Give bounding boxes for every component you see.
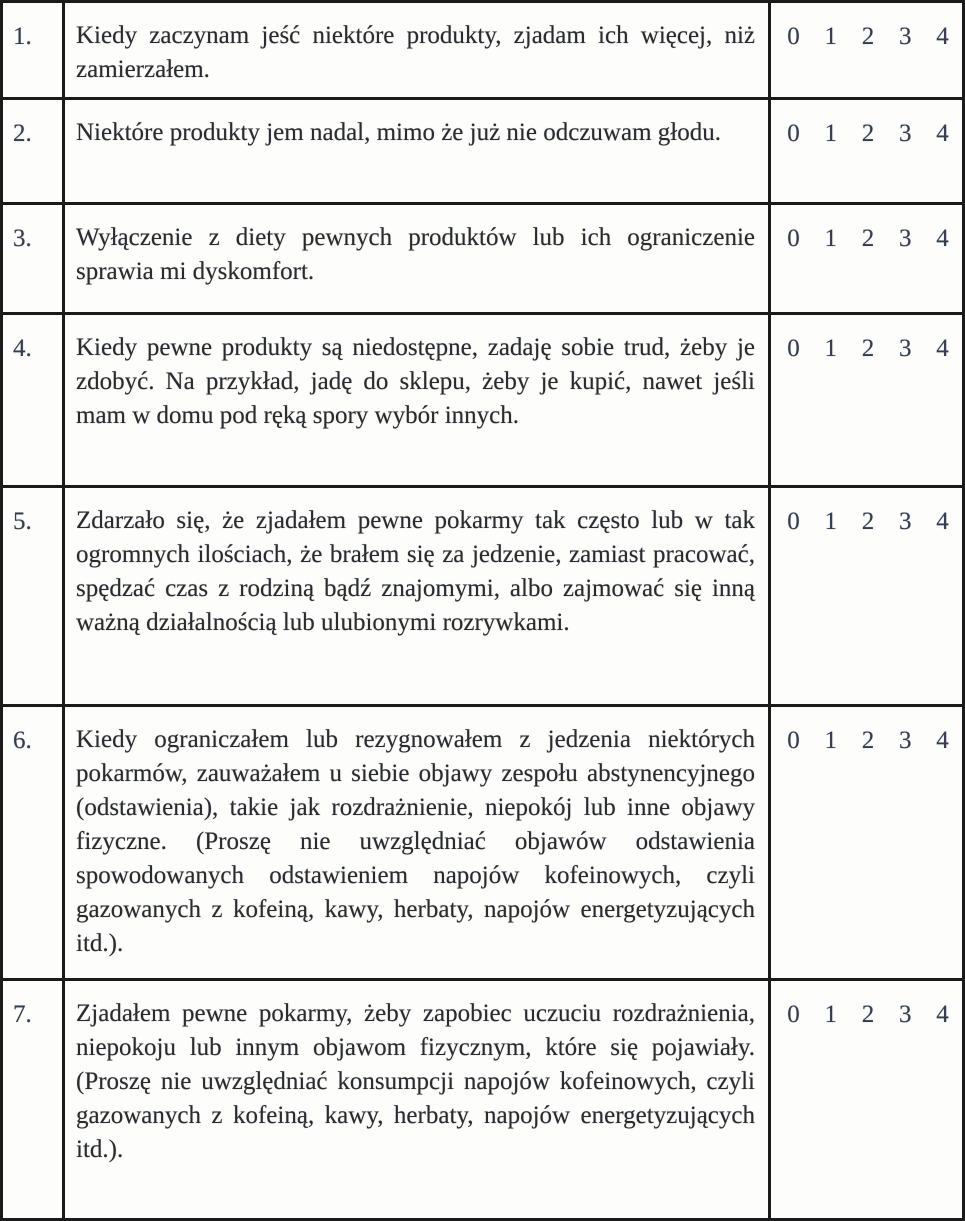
rating-option[interactable]: 3	[899, 23, 912, 50]
rating-option[interactable]: 1	[824, 508, 837, 535]
rating-option[interactable]: 2	[861, 225, 875, 252]
item-number: 1.	[13, 23, 32, 50]
item-number: 7.	[13, 1001, 32, 1028]
item-number: 6.	[13, 727, 32, 754]
rating-option[interactable]: 4	[936, 508, 949, 535]
rating-scale-cell	[770, 99, 964, 204]
item-statement: Niektóre produkty jem nadal, mimo że już nie odczuwam głodu.	[76, 119, 721, 146]
item-number-cell	[2, 314, 64, 487]
item-text-cell	[64, 314, 770, 487]
item-statement: Kiedy ograniczałem lub rezygnowałem z jedzenia niektórych pokarmów, zauważałem u siebie objawy zespołu abstynencyjnego (odstawienia), takie jak rozdrażnienie, niepokój lub inne objawy fizyczne. (Proszę nie uwzględniać objawów odstawienia spowodowanych odstawieniem napojów kofeinowych, czyli gazowanych z kofeiną, kawy, herbaty, napojów energetyzujących itd.).	[76, 726, 755, 957]
rating-option[interactable]: 1	[824, 23, 837, 50]
rating-scale-cell	[770, 706, 964, 980]
rating-scale-cell	[770, 2, 964, 99]
rating-option[interactable]: 3	[899, 335, 912, 362]
rating-scale-cell	[770, 204, 964, 314]
rating-option[interactable]: 3	[899, 508, 912, 535]
rating-option[interactable]: 0	[787, 508, 800, 535]
rating-option[interactable]: 2	[861, 23, 875, 50]
rating-option[interactable]: 0	[787, 335, 800, 362]
table-row	[2, 2, 964, 99]
rating-option[interactable]: 1	[824, 727, 837, 754]
item-number-cell	[2, 487, 64, 706]
table-row	[2, 99, 964, 204]
rating-option[interactable]: 2	[861, 335, 875, 362]
item-text-cell	[64, 706, 770, 980]
rating-option[interactable]: 3	[899, 727, 912, 754]
item-number-cell	[2, 706, 64, 980]
rating-option[interactable]: 1	[824, 225, 837, 252]
rating-option[interactable]: 4	[936, 335, 949, 362]
rating-scale-cell	[770, 980, 964, 1220]
rating-option[interactable]: 3	[899, 225, 912, 252]
rating-scale-cell	[770, 487, 964, 706]
rating-option[interactable]: 2	[861, 508, 875, 535]
rating-option[interactable]: 0	[787, 1001, 800, 1028]
rating-option[interactable]: 1	[824, 335, 837, 362]
rating-option[interactable]: 1	[824, 1001, 837, 1028]
item-number-cell	[2, 980, 64, 1220]
rating-scale-cell	[770, 314, 964, 487]
item-number: 5.	[13, 508, 32, 535]
rating-option[interactable]: 4	[936, 727, 949, 754]
item-text-cell	[64, 487, 770, 706]
item-number-cell	[2, 99, 64, 204]
rating-option[interactable]: 4	[936, 23, 949, 50]
questionnaire-table-body	[2, 2, 964, 1220]
item-statement: Kiedy zaczynam jeść niektóre produkty, zjadam ich więcej, niż zamierzałem.	[76, 22, 755, 83]
rating-option[interactable]: 0	[787, 120, 800, 147]
table-row	[2, 980, 964, 1220]
rating-option[interactable]: 2	[861, 727, 875, 754]
rating-option[interactable]: 4	[936, 225, 949, 252]
item-number-cell	[2, 2, 64, 99]
rating-option[interactable]: 0	[787, 225, 800, 252]
item-statement: Zdarzało się, że zjadałem pewne pokarmy tak często lub w tak ogromnych ilościach, że brałem się za jedzenie, zamiast pracować, spędzać czas z rodziną bądź znajomymi, albo zajmować się inną ważną działalnością lub ulubionymi rozrywkami.	[76, 507, 755, 636]
item-statement: Kiedy pewne produkty są niedostępne, zadaję sobie trud, żeby je zdobyć. Na przykład, jadę do sklepu, żeby je kupić, nawet jeśli mam w domu pod ręką spory wybór innych.	[76, 334, 755, 429]
rating-option[interactable]: 3	[899, 120, 912, 147]
table-row	[2, 706, 964, 980]
item-text-cell	[64, 980, 770, 1220]
item-number: 2.	[13, 120, 32, 147]
item-number: 4.	[13, 335, 32, 362]
rating-option[interactable]: 3	[899, 1001, 912, 1028]
item-statement: Wyłączenie z diety pewnych produktów lub ich ograniczenie sprawia mi dyskomfort.	[76, 224, 755, 285]
item-number: 3.	[13, 225, 32, 252]
table-row	[2, 204, 964, 314]
rating-option[interactable]: 0	[787, 23, 800, 50]
rating-option[interactable]: 2	[861, 1001, 875, 1028]
rating-option[interactable]: 1	[824, 120, 837, 147]
item-number-cell	[2, 204, 64, 314]
rating-option[interactable]: 0	[787, 727, 800, 754]
rating-option[interactable]: 4	[936, 1001, 949, 1028]
item-text-cell	[64, 2, 770, 99]
item-text-cell	[64, 204, 770, 314]
table-row	[2, 487, 964, 706]
rating-option[interactable]: 4	[936, 120, 949, 147]
item-statement: Zjadałem pewne pokarmy, żeby zapobiec uczuciu rozdrażnienia, niepokoju lub innym objawom fizycznym, które się pojawiały. (Proszę nie uwzględniać konsumpcji napojów kofeinowych, czyli gazowanych z kofeiną, kawy, herbaty, napojów energetyzujących itd.).	[76, 1000, 755, 1163]
table-row	[2, 314, 964, 487]
rating-option[interactable]: 2	[861, 120, 875, 147]
item-text-cell	[64, 99, 770, 204]
